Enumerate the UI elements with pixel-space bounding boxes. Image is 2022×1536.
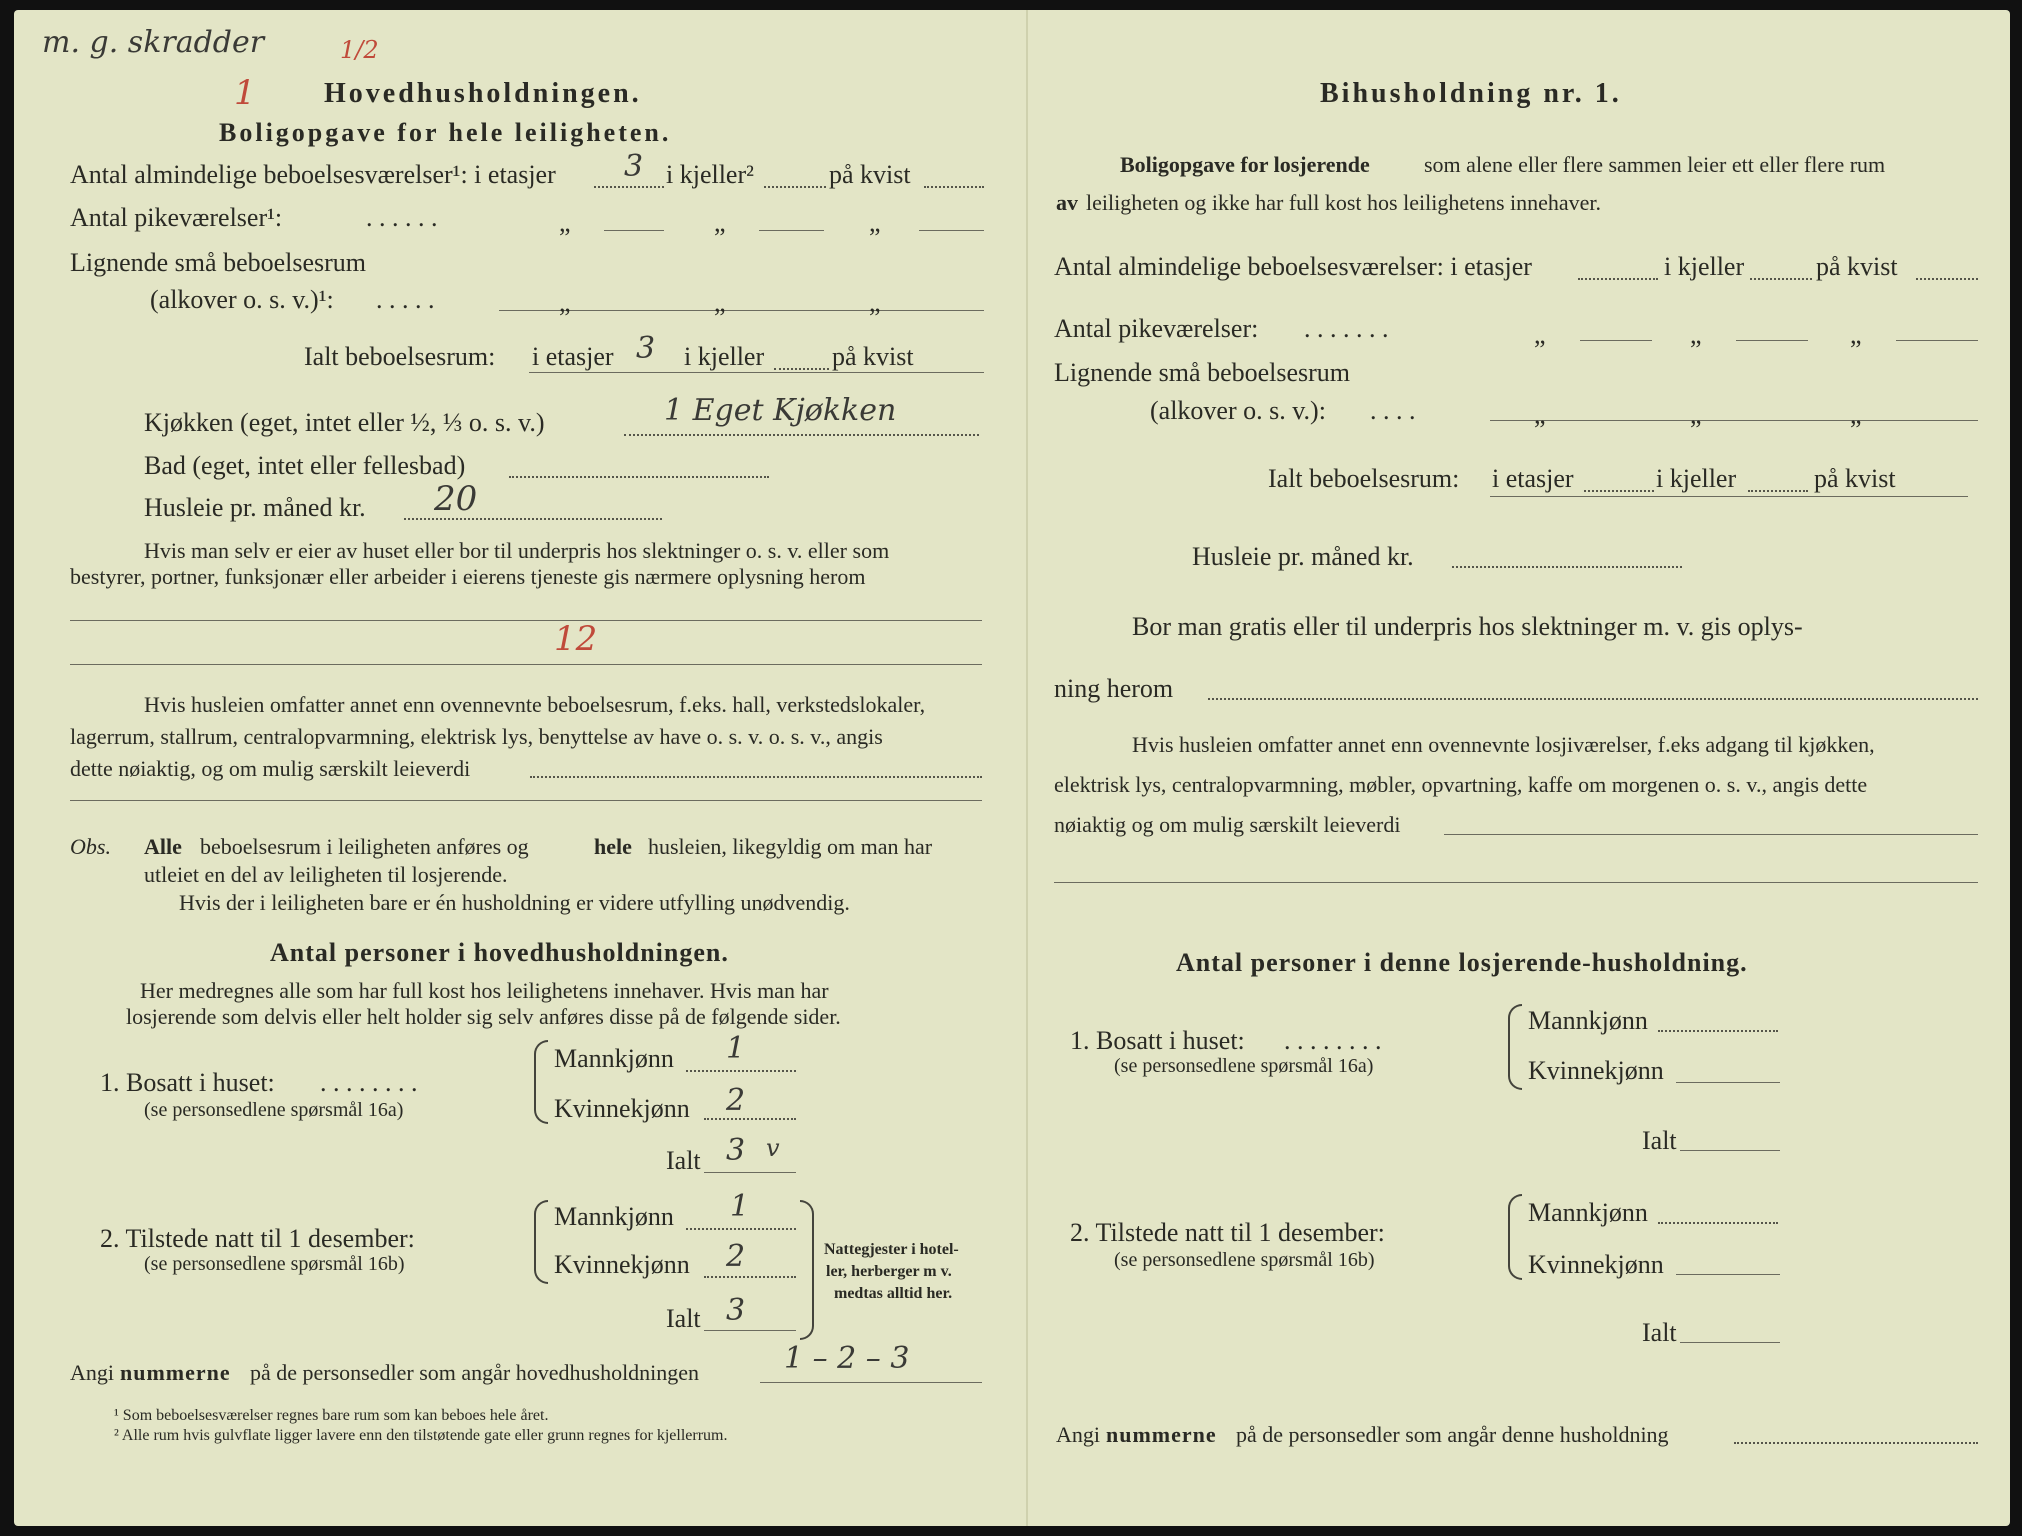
left-rent-value: 20 — [434, 479, 478, 519]
left-q1-ialt-label: Ialt — [666, 1146, 701, 1175]
left-owner-line-1[interactable] — [70, 620, 982, 621]
right-q2-ialt-line[interactable] — [1680, 1342, 1780, 1343]
left-q1-label: 1. Bosatt i huset: — [100, 1068, 275, 1097]
left-rent-incl-line[interactable] — [530, 776, 982, 778]
left-q1-kvinne-line[interactable] — [704, 1118, 796, 1120]
right-q1-mann-line[interactable] — [1658, 1030, 1778, 1032]
right-rooms-kjeller-label: i kjeller — [1664, 252, 1745, 281]
left-numbers-label-c: på de personsedler som angår hovedhusholdningen — [250, 1360, 700, 1385]
left-ditto-3: „ — [869, 208, 881, 237]
left-rent-label: Husleie pr. måned kr. — [144, 493, 366, 522]
left-rent-incl-2: lagerrum, stallrum, centralopvarmning, elektrisk lys, benyttelse av have o. s. v. o. s. v., angis — [70, 724, 883, 749]
left-q1-mann-line[interactable] — [686, 1070, 796, 1072]
right-small-rooms-label-b: (alkover o. s. v.): — [1150, 396, 1326, 425]
left-q2-brace — [534, 1200, 548, 1284]
left-obs-text-1b: beboelsesrum i leiligheten anføres og — [200, 834, 529, 859]
right-intro-text-1: som alene eller flere sammen leier ett eller flere rum — [1424, 152, 1886, 177]
left-q2-sub: (se personsedlene spørsmål 16b) — [144, 1253, 405, 1275]
left-q2-label: 2. Tilstede natt til 1 desember: — [100, 1224, 415, 1253]
left-owner-line-2[interactable] — [70, 664, 982, 665]
right-incl-text-3: nøiaktig og om mulig særskilt leieverdi — [1054, 812, 1401, 837]
right-ditto-2: „ — [1690, 320, 1702, 349]
left-night-note-1: Nattegjester i hotel- — [824, 1241, 959, 1258]
left-rooms-etasjer-line[interactable] — [594, 186, 664, 188]
left-bath-label: Bad (eget, intet eller fellesbad) — [144, 451, 466, 480]
left-q1-ialt-value: 3 — [726, 1133, 746, 1168]
left-q1-dots: . . . . . . . . — [320, 1068, 418, 1097]
right-q2-ialt-label: Ialt — [1642, 1318, 1677, 1347]
right-total-label: Ialt beboelsesrum: — [1268, 464, 1460, 493]
left-small-rooms-label-a: Lignende små beboelsesrum — [70, 248, 367, 277]
left-night-note-2: ler, herberger m v. — [826, 1263, 952, 1280]
left-rooms-kvist-label: på kvist — [829, 160, 911, 189]
left-q2-ialt-line[interactable] — [704, 1330, 796, 1331]
handwritten-household-number: 1 — [234, 73, 256, 113]
left-obs-text-2: utleiet en del av leiligheten til losjerende. — [144, 862, 508, 887]
left-total-etasjer-label: i etasjer — [532, 342, 614, 371]
right-maid-rooms-label: Antal pikeværelser: — [1054, 314, 1259, 343]
right-total-kvist-label: på kvist — [1814, 464, 1896, 493]
right-incl-line[interactable] — [1444, 834, 1978, 835]
right-incl-text-1: Hvis husleien omfatter annet enn ovennevnte losjiværelser, f.eks adgang til kjøkken, — [1132, 732, 1875, 757]
right-rent-label: Husleie pr. måned kr. — [1192, 542, 1414, 571]
right-maid-kvist-line[interactable] — [1896, 340, 1978, 341]
right-q2-kvinne-label: Kvinnekjønn — [1528, 1250, 1664, 1279]
right-incl-text-2: elektrisk lys, centralopvarmning, møbler, opvartning, kaffe om morgenen o. s. v., angis dette — [1054, 772, 1868, 797]
left-night-note-3: medtas alltid her. — [834, 1285, 953, 1302]
left-maid-kjeller-line[interactable] — [759, 230, 824, 231]
right-total-etasjer-label: i etasjer — [1492, 464, 1574, 493]
left-q1-mann-label: Mannkjønn — [554, 1044, 674, 1073]
right-small-rooms-dots: . . . . — [1370, 396, 1416, 425]
left-kitchen-line[interactable] — [624, 434, 979, 436]
right-total-etasjer-line[interactable] — [1584, 490, 1654, 492]
left-rent-incl-line-2[interactable] — [70, 800, 982, 801]
left-total-kjeller-line[interactable] — [774, 368, 829, 370]
right-total-kjeller-label: i kjeller — [1656, 464, 1737, 493]
right-q1-mann-label: Mannkjønn — [1528, 1006, 1648, 1035]
right-maid-rooms-dots: . . . . . . . — [1304, 314, 1389, 343]
left-obs-alle: Alle — [144, 834, 182, 859]
left-persons-title: Antal personer i hovedhusholdningen. — [270, 938, 729, 967]
page-fold — [1026, 10, 1028, 1526]
right-numbers-label-a: Angi — [1056, 1422, 1100, 1447]
right-numbers-label-c: på de personsedler som angår denne husholdning — [1236, 1422, 1669, 1447]
right-q1-ialt-label: Ialt — [1642, 1126, 1677, 1155]
right-incl-line-2[interactable] — [1054, 882, 1978, 883]
right-q1-label: 1. Bosatt i huset: — [1070, 1026, 1245, 1055]
left-q2-mann-label: Mannkjønn — [554, 1202, 674, 1231]
left-ditto-5: „ — [714, 288, 726, 317]
right-q2-label: 2. Tilstede natt til 1 desember: — [1070, 1218, 1385, 1247]
right-rent-line[interactable] — [1452, 566, 1682, 568]
right-maid-etasjer-line[interactable] — [1580, 340, 1652, 341]
right-free-text-1: Bor man gratis eller til underpris hos slektninger m. v. gis oplys- — [1132, 612, 1803, 641]
left-q2-kvinne-label: Kvinnekjønn — [554, 1250, 690, 1279]
left-total-kvist-label: på kvist — [832, 342, 914, 371]
left-kitchen-label: Kjøkken (eget, intet eller ½, ⅓ o. s. v.) — [144, 408, 545, 437]
left-total-kjeller-label: i kjeller — [684, 342, 765, 371]
right-free-text-2: ning herom — [1054, 674, 1174, 703]
right-q2-brace — [1508, 1194, 1522, 1280]
left-numbers-line[interactable] — [760, 1382, 982, 1383]
left-ditto-2: „ — [714, 208, 726, 237]
left-obs-label: Obs. — [70, 834, 111, 859]
right-q1-dots: . . . . . . . . — [1284, 1026, 1382, 1055]
right-rooms-label: Antal almindelige beboelsesværelser: i etasjer — [1054, 252, 1532, 281]
census-form-sheet — [14, 10, 2010, 1526]
left-q2-mann-line[interactable] — [686, 1228, 796, 1230]
left-rooms-kjeller-line[interactable] — [764, 186, 826, 188]
left-q2-mann-value: 1 — [730, 1189, 750, 1224]
left-q2-ialt-value: 3 — [726, 1293, 746, 1328]
right-intro-text-2: leiligheten og ikke har full kost hos leilighetens innehaver. — [1086, 190, 1602, 215]
right-ditto-3: „ — [1850, 320, 1862, 349]
left-small-rooms-label-b: (alkover o. s. v.)¹: — [150, 285, 334, 314]
left-numbers-label-b: nummerne — [120, 1360, 231, 1385]
left-maid-etasjer-line[interactable] — [604, 230, 664, 231]
right-intro-bold: Boligopgave for losjerende — [1120, 152, 1370, 177]
right-q2-sub: (se personsedlene spørsmål 16b) — [1114, 1249, 1375, 1271]
right-q2-mann-line[interactable] — [1658, 1222, 1778, 1224]
left-total-underline — [529, 372, 984, 373]
right-maid-kjeller-line[interactable] — [1736, 340, 1808, 341]
left-title: Hovedhusholdningen. — [324, 78, 642, 109]
right-q1-kvinne-label: Kvinnekjønn — [1528, 1056, 1664, 1085]
left-owner-text-2: bestyrer, portner, funksjonær eller arbeider i eierens tjeneste gis nærmere oplysning herom — [70, 564, 866, 589]
right-rooms-kjeller-line[interactable] — [1750, 278, 1812, 280]
left-rooms-kvist-line[interactable] — [924, 186, 984, 188]
right-intro-av: av — [1056, 190, 1078, 215]
handwritten-occupation: m. g. skradder — [42, 25, 265, 60]
left-red-annotation: 12 — [554, 619, 598, 659]
right-free-line[interactable] — [1208, 698, 1978, 700]
left-obs-text-3: Hvis der i leiligheten bare er én husholdning er videre utfylling unødvendig. — [179, 890, 850, 915]
right-numbers-line[interactable] — [1734, 1442, 1978, 1444]
right-q1-brace — [1508, 1004, 1522, 1090]
left-rooms-kjeller-label: i kjeller² — [666, 160, 754, 189]
left-subtitle: Boligopgave for hele leiligheten. — [219, 118, 672, 147]
right-numbers-label-b: nummerne — [1106, 1422, 1217, 1447]
right-q1-kvinne-line[interactable] — [1676, 1082, 1780, 1083]
left-numbers-value: 1 – 2 – 3 — [784, 1341, 910, 1376]
right-ditto-1: „ — [1534, 320, 1546, 349]
left-persons-text-2: losjerende som delvis eller helt holder sig selv anføres disse på de følgende sider. — [126, 1004, 841, 1029]
left-total-etasjer-value: 3 — [636, 331, 656, 366]
left-owner-text-1: Hvis man selv er eier av huset eller bor til underpris hos slektninger o. s. v. eller som — [144, 538, 890, 563]
right-q2-kvinne-line[interactable] — [1676, 1274, 1780, 1275]
left-q1-check-mark: v — [766, 1134, 780, 1162]
right-rooms-etasjer-line[interactable] — [1578, 278, 1658, 280]
right-q2-mann-label: Mannkjønn — [1528, 1198, 1648, 1227]
left-night-brace — [800, 1200, 814, 1340]
left-q1-brace — [534, 1040, 548, 1124]
left-q2-ialt-label: Ialt — [666, 1304, 701, 1333]
left-numbers-label-a: Angi — [70, 1360, 114, 1385]
right-rooms-kvist-line[interactable] — [1916, 278, 1978, 280]
left-rooms-etasjer-value: 3 — [624, 149, 644, 184]
left-q1-mann-value: 1 — [726, 1031, 746, 1066]
left-obs-hele: hele — [594, 834, 632, 859]
left-q1-sub: (se personsedlene spørsmål 16a) — [144, 1099, 404, 1121]
left-q2-kvinne-line[interactable] — [704, 1276, 796, 1278]
left-rent-incl-3: dette nøiaktig, og om mulig særskilt leieverdi — [70, 756, 471, 781]
left-small-rooms-underline — [499, 310, 984, 311]
left-rooms-label: Antal almindelige beboelsesværelser¹: i etasjer — [70, 160, 556, 189]
left-q1-kvinne-label: Kvinnekjønn — [554, 1094, 690, 1123]
left-small-rooms-dots: . . . . . — [376, 285, 435, 314]
footnote-2: ² Alle rum hvis gulvflate ligger lavere enn den tilstøtende gate eller grunn regnes for kjellerrum. — [114, 1427, 728, 1444]
footnote-1: ¹ Som beboelsesværelser regnes bare rum som kan beboes hele året. — [114, 1407, 549, 1424]
left-ditto-4: „ — [559, 288, 571, 317]
right-total-underline — [1490, 496, 1968, 497]
left-persons-text-1: Her medregnes alle som har full kost hos leilighetens innehaver. Hvis man har — [140, 978, 829, 1003]
left-obs-text-1d: husleien, likegyldig om man har — [648, 834, 933, 859]
left-ditto-1: „ — [559, 208, 571, 237]
left-kitchen-value: 1 Eget Kjøkken — [664, 393, 897, 428]
left-ditto-6: „ — [869, 288, 881, 317]
right-rooms-kvist-label: på kvist — [1816, 252, 1898, 281]
left-q1-kvinne-value: 2 — [726, 1083, 746, 1118]
right-q1-ialt-line[interactable] — [1680, 1150, 1780, 1151]
left-maid-rooms-label: Antal pikeværelser¹: — [70, 203, 283, 232]
right-title: Bihusholdning nr. 1. — [1320, 78, 1622, 109]
right-ditto-6: „ — [1850, 400, 1862, 429]
right-ditto-4: „ — [1534, 400, 1546, 429]
right-q1-sub: (se personsedlene spørsmål 16a) — [1114, 1055, 1374, 1077]
handwritten-fraction-mark: 1/2 — [340, 36, 379, 64]
left-maid-rooms-dots: . . . . . . — [366, 203, 438, 232]
left-bath-line[interactable] — [509, 476, 769, 478]
left-rent-incl-1: Hvis husleien omfatter annet enn ovennevnte beboelsesrum, f.eks. hall, verkstedslokaler, — [144, 692, 926, 717]
right-ditto-5: „ — [1690, 400, 1702, 429]
right-small-rooms-underline — [1490, 420, 1978, 421]
right-persons-title: Antal personer i denne losjerende-husholdning. — [1176, 948, 1748, 977]
right-small-rooms-label-a: Lignende små beboelsesrum — [1054, 358, 1351, 387]
left-total-label: Ialt beboelsesrum: — [304, 342, 496, 371]
left-q2-kvinne-value: 2 — [726, 1239, 746, 1274]
right-total-kjeller-line[interactable] — [1748, 490, 1808, 492]
left-q1-ialt-line[interactable] — [704, 1172, 796, 1173]
left-maid-kvist-line[interactable] — [919, 230, 984, 231]
